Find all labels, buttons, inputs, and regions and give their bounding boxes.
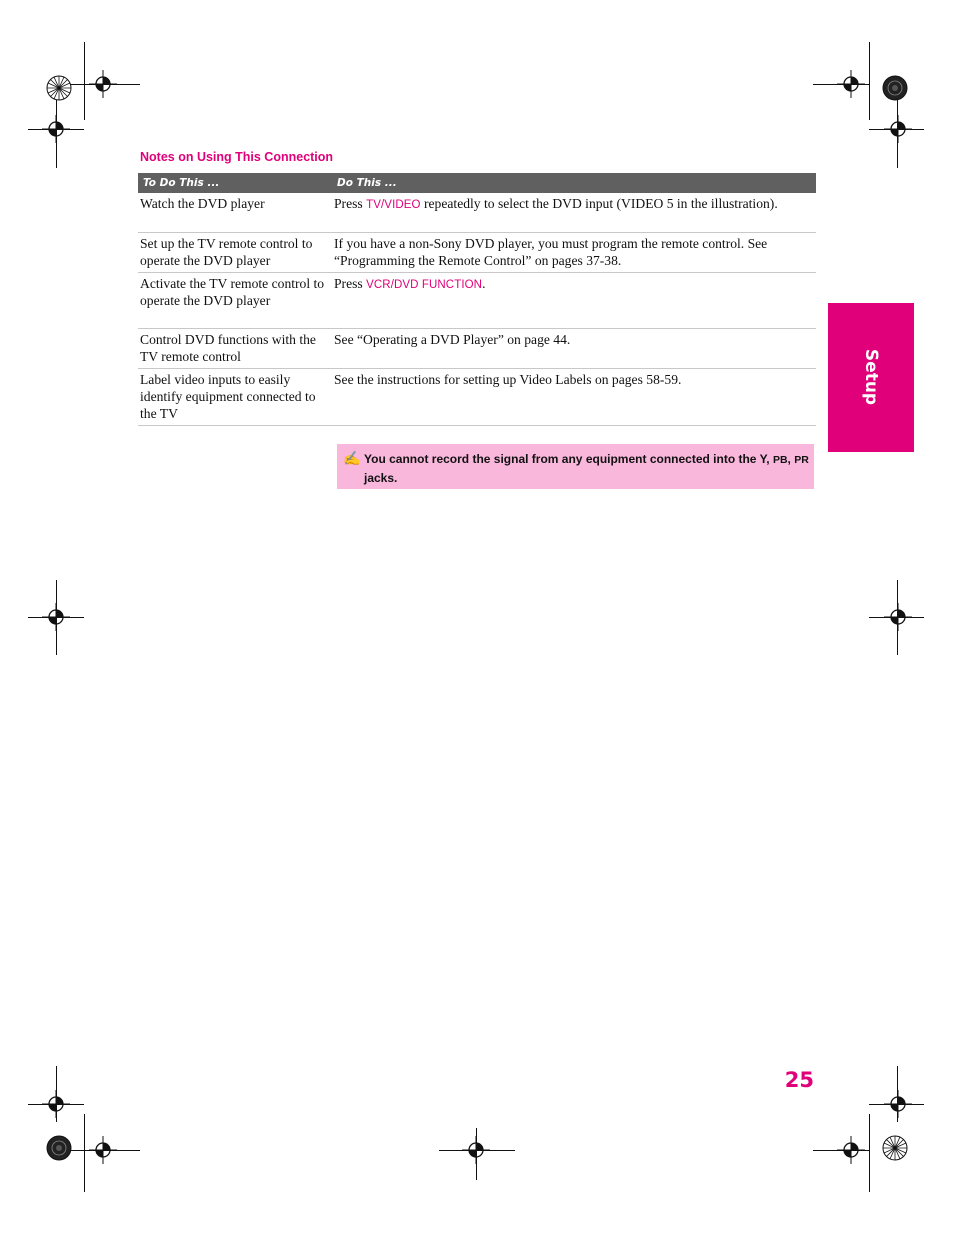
page-number: 25 bbox=[784, 1068, 814, 1092]
pr-label: PR bbox=[794, 454, 809, 466]
registration-target-icon bbox=[89, 1136, 117, 1164]
instructions-table bbox=[138, 173, 816, 426]
registration-target-icon bbox=[884, 603, 912, 631]
registration-target-icon bbox=[89, 70, 117, 98]
table-row bbox=[138, 193, 816, 232]
registration-target-icon bbox=[837, 70, 865, 98]
color-bar-star-icon bbox=[882, 1135, 908, 1161]
crop-mark bbox=[84, 1114, 85, 1192]
section-title: Notes on Using This Connection bbox=[140, 150, 334, 164]
column-header-todo: To Do This ... bbox=[138, 173, 332, 193]
registration-target-icon bbox=[42, 603, 70, 631]
remote-key-label: TV/VIDEO bbox=[366, 199, 421, 211]
crop-mark bbox=[869, 42, 870, 120]
do-text: Press bbox=[334, 275, 367, 291]
do-text: repeatedly to select the DVD input (VIDEO 5 in the illustration). bbox=[420, 196, 778, 211]
do-cell bbox=[332, 193, 816, 232]
do-text: If you have a non-Sony DVD player, you must program the remote control. See “Programming the Remote Control” on pages 37-38. bbox=[334, 235, 768, 268]
table-row bbox=[138, 272, 816, 328]
note-separator: , bbox=[787, 452, 791, 466]
do-cell bbox=[332, 328, 816, 368]
table-row bbox=[138, 368, 816, 425]
note-box bbox=[337, 444, 814, 489]
color-bar-star-icon bbox=[46, 75, 72, 101]
side-tab-label: Setup bbox=[861, 348, 881, 406]
todo-cell: Set up the TV remote control to operate the DVD player bbox=[138, 232, 332, 272]
table-row bbox=[138, 232, 816, 272]
todo-cell: Watch the DVD player bbox=[138, 193, 332, 232]
do-cell bbox=[332, 272, 816, 328]
note-text bbox=[364, 450, 809, 487]
column-header-do: Do This ... bbox=[332, 173, 816, 193]
registration-target-icon bbox=[462, 1136, 490, 1164]
crop-mark bbox=[869, 1114, 870, 1192]
section-side-tab bbox=[828, 303, 914, 452]
table-header-row bbox=[138, 173, 816, 193]
pencil-icon: ✍ bbox=[343, 450, 361, 466]
registration-target-icon bbox=[42, 115, 70, 143]
do-text: See the instructions for setting up Video Labels on pages 58-59. bbox=[334, 371, 682, 387]
do-cell bbox=[332, 232, 816, 272]
note-text-part: jacks. bbox=[364, 471, 398, 485]
do-cell bbox=[332, 368, 816, 425]
table-row bbox=[138, 328, 816, 368]
registration-target-icon bbox=[837, 1136, 865, 1164]
do-text: See “Operating a DVD Player” on page 44. bbox=[334, 331, 571, 347]
todo-cell: Activate the TV remote control to operate the DVD player bbox=[138, 272, 332, 328]
registration-target-icon bbox=[42, 1090, 70, 1118]
todo-cell: Label video inputs to easily identify equipment connected to the TV bbox=[138, 368, 332, 425]
color-bar-dark-circle-icon bbox=[882, 75, 908, 101]
color-bar-dark-circle-icon bbox=[46, 1135, 72, 1161]
registration-target-icon bbox=[884, 1090, 912, 1118]
crop-mark bbox=[84, 42, 85, 120]
todo-cell: Control DVD functions with the TV remote control bbox=[138, 328, 332, 368]
remote-key-label: VCR/DVD FUNCTION bbox=[366, 278, 483, 291]
do-text: . bbox=[482, 275, 486, 291]
pb-label: PB bbox=[772, 454, 788, 466]
registration-target-icon bbox=[884, 115, 912, 143]
note-text-part: You cannot record the signal from any equipment connected into the Y, bbox=[364, 452, 773, 466]
do-text: Press bbox=[334, 196, 367, 211]
